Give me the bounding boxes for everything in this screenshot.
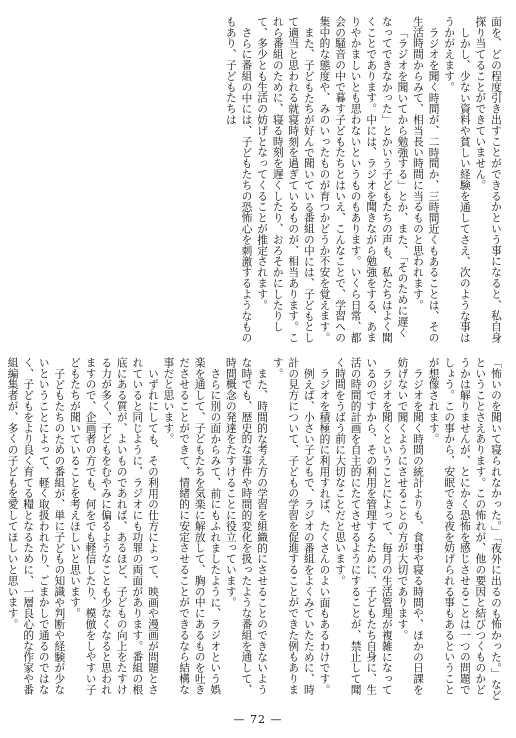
paragraph: ラジオを聞くということによって、毎月の生活管理が複雑になっているのですから、その利用を管理するために、子どもたち自身に、生活の時間的計画を自主的にたてさせるようにすることが、禁止して聞く時間をうばう前に大切なことだと思います。 <box>334 357 394 695</box>
paragraph: いずれにしても、その利用の仕方によって、映画や漫画が問題とされていると同じように、ラジオにも功罪の両面があります。番組の根底にある質が、よいものであれば、あるほど、子どもの向上をたすける力が多く、子どもをむやみに偏るようなことも少なくなると思われますので、企画者の方でも、何をでも軽信したり、模倣をしやすい子どもたちが聞いていることを考えほしいと思います。 <box>68 357 160 695</box>
page-number: — 72 — <box>233 713 283 726</box>
paragraph: 「怖いのを聞いて寝られなかった。」「夜外に出るのも怖かった。」などということさえあります。この怖れが、他の要因と結びつくものかどうかは解りませんが、とにかく恐怖を感じさせることは一つの問題でしょう。この事から、安眠できる夜を妨げられる事もあるということが想像されます。 <box>427 357 503 701</box>
paragraph: さらに番組の中には、子どもたちの恐怖心を刺激するようなものもあり、子どもたちは <box>224 16 254 343</box>
paragraph: 子どもたちのための番組が、単に子どもの知識や判断や経験が少ないということによって、軽く取扱われたり、ごまかしで通るのではなく、子どもをより良く育てる糧となるために、一層良心的な作家や番組編集者が、多くの子どもを愛してほしいと思います。 <box>6 357 67 695</box>
upper-text-block <box>20 16 504 346</box>
paragraph: また、子どもたちが好んで聞いている番組の中には、子どもとして適当と思われる就寝時刻を過ぎているものが、相当あります。これら番組のために、寝る時刻を遅くしたり、おろそかにしたりして、多少とも生活の妨げとなってくることが推定されます。 <box>256 16 316 343</box>
paragraph: ラジオを積極的に利用すれば、たくさんのよい面もあるわけです。 <box>318 367 332 695</box>
paragraph: 「ラジオを聞いてから勉強する」とか、また、「そのために遅くなってできなかった」とかいう子どもたちの声も、私たちはよく聞くことであります。中には、ラジオを聞きながら勉強をする、あまりやかましいとも思わないというものもあります。いくら日常、都会の騒音の中で暮す子どもたちとはいえ、こんなことで、学習への集中的な態度や、みのいったものが育つかどうか不安を覚えます。 <box>318 16 410 343</box>
paragraph: しかし、少ない資料や貧しい経験を通してさえ、次のような事はうかがえます。 <box>443 16 472 343</box>
lower-text-block <box>6 357 504 702</box>
paragraph: 例えば、小さい子どもで、ラジオの番組をよくみていたために、時計の見方について、子どもの学習を促進することができた例もあります。 <box>271 357 316 695</box>
paragraph: 面を、どの程度引き出すことができるかという事になると、私自身探り当てることができていません。 <box>474 16 503 343</box>
paragraph: さらに別の面からみて、前にもふれましたように、ラジオという娯楽を通して、子どもたちを気楽に解放して、胸の中にあるものを吐きださせることができて、情緒的に安定させることができるなら結構な事だと思います。 <box>162 357 223 695</box>
paragraph: ラジオを聞く時間が、二時間か、三時間近くもあることは、その生活時間からみて、相当長い時間に当るものと思われます。 <box>412 16 441 343</box>
paragraph: また、時間的な考え方の学習を組織的にさせることのできないような時でも、歴史的な事件や時間的変化を扱ったような番組を通して、時間概念の発達をたすけることに役立っています。 <box>224 357 270 695</box>
paragraph: ラジオを聞く時間の統計よりも、食事や寝る時間や、ほかの日課を妨げないで聞くようにさせることの方が大切であります。 <box>396 357 426 695</box>
